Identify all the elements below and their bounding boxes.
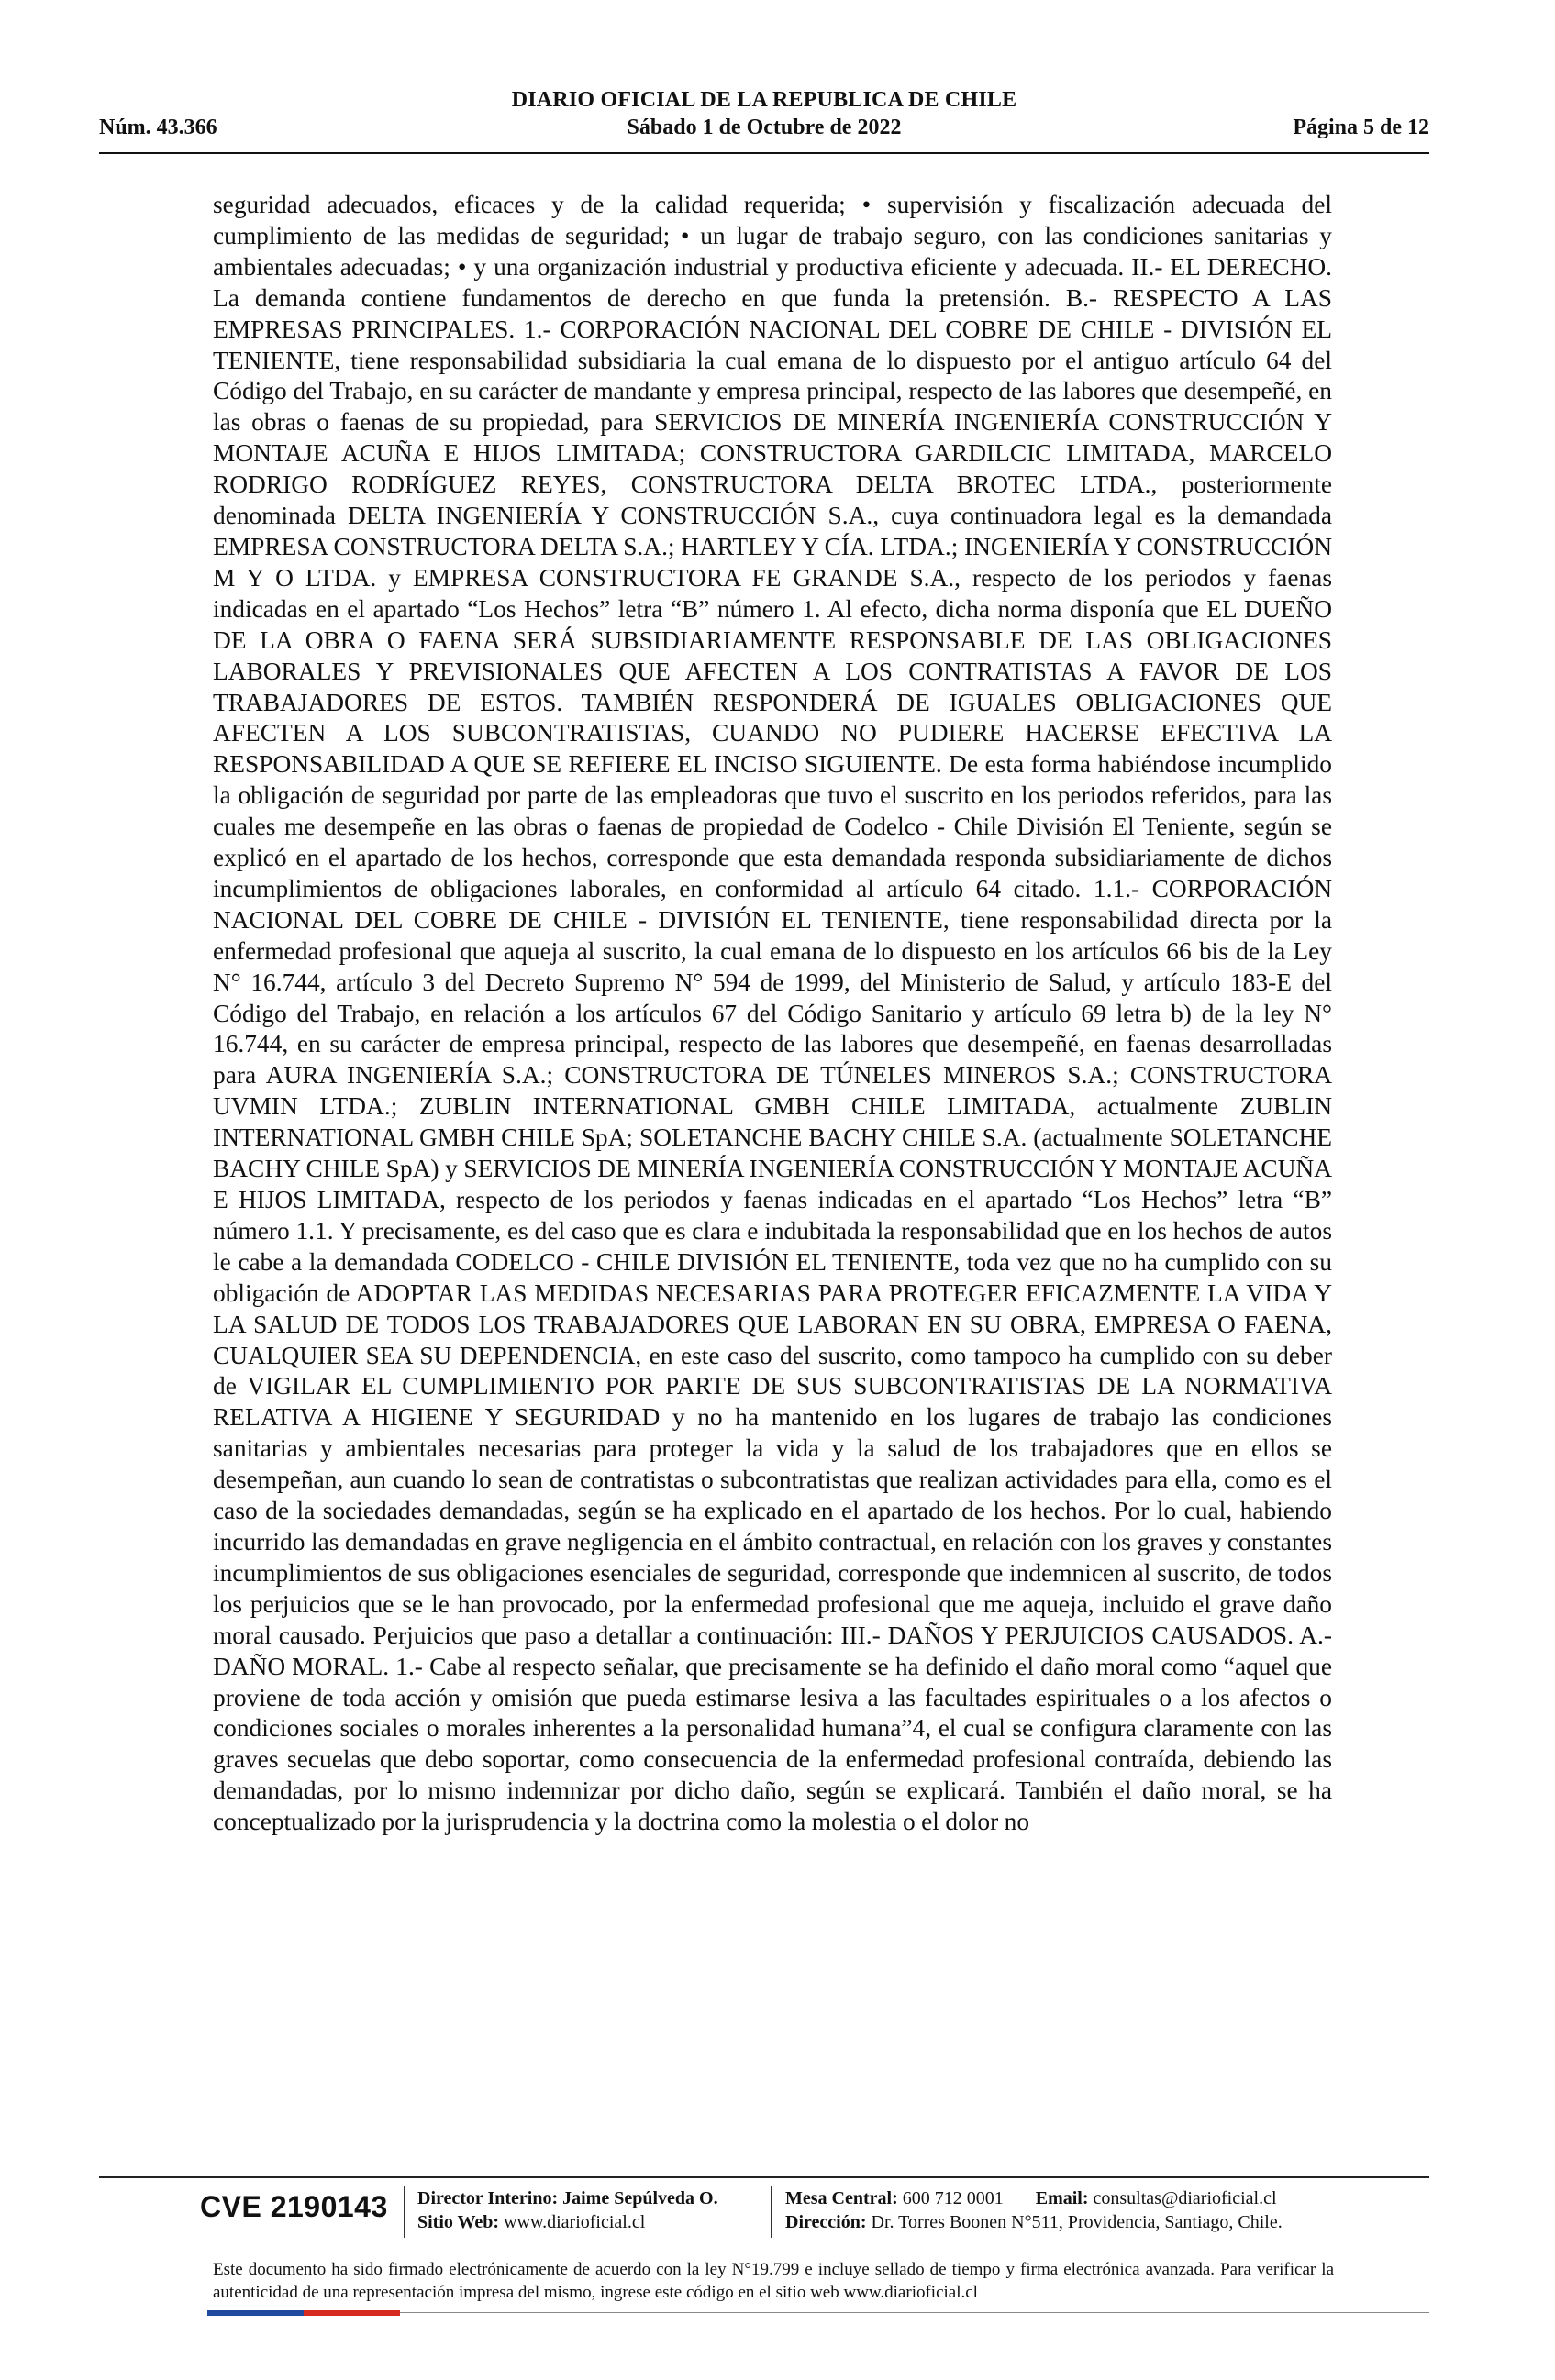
phone-label: Mesa Central: — [785, 2188, 898, 2208]
address-label: Dirección: — [785, 2212, 867, 2232]
website-line — [417, 2210, 645, 2234]
footer-separator — [771, 2186, 772, 2238]
footer-separator — [404, 2186, 405, 2238]
publication-date: Sábado 1 de Octubre de 2022 — [627, 116, 902, 139]
director-name: Jaime Sepúlveda O. — [562, 2188, 718, 2208]
contact-line — [785, 2186, 1277, 2210]
body-paragraph: seguridad adecuados, eficaces y de la calidad requerida; • supervisión y fiscalización adecuada del cumplimiento de las medidas de seguridad; • un lugar de trabajo seguro, con las condiciones sanitarias y ambientales adecuadas; • y una organización industrial y productiva eficiente y adecuada. II.- EL DERECHO. La demanda contiene fundamentos de derecho en que funda la pretensión. B.- RESPECTO A LAS EMPRESAS PRINCIPALES. 1.- CORPORACIÓN NACIONAL DEL COBRE DE CHILE - DIVISIÓN EL TENIENTE, tiene responsabilidad subsidiaria la cual emana de lo dispuesto por el antiguo artículo 64 del Código del Trabajo, en su carácter de mandante y empresa principal, respecto de las labores que desempeñé, en las obras o faenas de su propiedad, para SERVICIOS DE MINERÍA INGENIERÍA CONSTRUCCIÓN Y MONTAJE ACUÑA E HIJOS LIMITADA; CONSTRUCTORA GARDILCIC LIMITADA, MARCELO RODRIGO RODRÍGUEZ REYES, CONSTRUCTORA DELTA BROTEC LTDA., posteriormente denominada DELTA INGENIERÍA Y CONSTRUCCIÓN S.A., cuya continuadora legal es la demandada EMPRESA CONSTRUCTORA DELTA S.A.; HARTLEY Y CÍA. LTDA.; INGENIERÍA Y CONSTRUCCIÓN M Y O LTDA. y EMPRESA CONSTRUCTORA FE GRANDE S.A., respecto de los periodos y faenas indicadas en el apartado “Los Hechos” letra “B” número 1. Al efecto, dicha norma disponía que EL DUEÑO DE LA OBRA O FAENA SERÁ SUBSIDIARIAMENTE RESPONSABLE DE LAS OBLIGACIONES LABORALES Y PREVISIONALES QUE AFECTEN A LOS CONTRATISTAS A FAVOR DE LOS TRABAJADORES DE ESTOS. TAMBIÉN RESPONDERÁ DE IGUALES OBLIGACIONES QUE AFECTEN A LOS SUBCONTRATISTAS, CUANDO NO PUDIERE HACERSE EFECTIVA LA RESPONSABILIDAD A QUE SE REFIERE EL INCISO SIGUIENTE. De esta forma habiéndose incumplido la obligación de seguridad por parte de las empleadoras que tuvo el suscrito en los periodos referidos, para las cuales me desempeñe en las obras o faenas de propiedad de Codelco - Chile División El Teniente, según se explicó en el apartado de los hechos, corresponde que esta demandada responda subsidiariamente de dichos incumplimientos de obligaciones laborales, en conformidad al artículo 64 citado. 1.1.- CORPORACIÓN NACIONAL DEL COBRE DE CHILE - DIVISIÓN EL TENIENTE, tiene responsabilidad directa por la enfermedad profesional que aqueja al suscrito, la cual emana de lo dispuesto en los artículos 66 bis de la Ley N° 16.744, artículo 3 del Decreto Supremo N° 594 de 1999, del Ministerio de Salud, y artículo 183-E del Código del Trabajo, en relación a los artículos 67 del Código Sanitario y artículo 69 letra b) de la ley N° 16.744, en su carácter de empresa principal, respecto de las labores que desempeñé, en faenas desarrolladas para AURA INGENIERÍA S.A.; CONSTRUCTORA DE TÚNELES MINEROS S.A.; CONSTRUCTORA UVMIN LTDA.; ZUBLIN INTERNATIONAL GMBH CHILE LIMITADA, actualmente ZUBLIN INTERNATIONAL GMBH CHILE SpA; SOLETANCHE BACHY CHILE S.A. (actualmente SOLETANCHE BACHY CHILE SpA) y SERVICIOS DE MINERÍA INGENIERÍA CONSTRUCCIÓN Y MONTAJE ACUÑA E HIJOS LIMITADA, respecto de los periodos y faenas indicadas en el apartado “Los Hechos” letra “B” número 1.1. Y precisamente, es del caso que es clara e indubitada la responsabilidad que en los hechos de autos le cabe a la demandada CODELCO - CHILE DIVISIÓN EL TENIENTE, toda vez que no ha cumplido con su obligación de ADOPTAR LAS MEDIDAS NECESARIAS PARA PROTEGER EFICAZMENTE LA VIDA Y LA SALUD DE TODOS LOS TRABAJADORES QUE LABORAN EN SU OBRA, EMPRESA O FAENA, CUALQUIER SEA SU DEPENDENCIA, en este caso del suscrito, como tampoco ha cumplido con su deber de VIGILAR EL CUMPLIMIENTO POR PARTE DE SUS SUBCONTRATISTAS DE LA NORMATIVA RELATIVA A HIGIENE Y SEGURIDAD y no ha mantenido en los lugares de trabajo las condiciones sanitarias y ambientales necesarias para proteger la vida y la salud de los trabajadores que en ellos se desempeñan, aun cuando lo sean de contratistas o subcontratistas que realizan actividades para ella, como es el caso de la sociedades demandadas, según se ha explicado en el apartado de los hechos. Por lo cual, habiendo incurrido las demandadas en grave negligencia en el ámbito contractual, en relación con los graves y constantes incumplimientos de sus obligaciones esenciales de seguridad, corresponde que indemnicen al suscrito, de todos los perjuicios que se le han provocado, por la enfermedad profesional que me aqueja, incluido el grave daño moral causado. Perjuicios que paso a detallar a continuación: III.- DAÑOS Y PERJUICIOS CAUSADOS. A.- DAÑO MORAL. 1.- Cabe al respecto señalar, que precisamente se ha definido el daño moral como “aquel que proviene de toda acción y omisión que pueda estimarse lesiva a las facultades espirituales o a los afectos o condiciones sociales o morales inherentes a la personalidad humana”4, el cual se configura claramente con las graves secuelas que debo soportar, como consecuencia de la enfermedad profesional contraída, debiendo las demandadas, por lo mismo indemnizar por dicho daño, según se explicará. También el daño moral, se ha conceptualizado por la jurisprudencia y la doctrina como la molestia o el dolor no — [213, 191, 1332, 1836]
website-link[interactable]: www.diarioficial.cl — [504, 2212, 646, 2232]
header-divider — [99, 152, 1429, 154]
flag-stripe — [207, 2310, 400, 2316]
bottom-divider — [400, 2312, 1429, 2313]
email-label: Email: — [1035, 2188, 1089, 2208]
issue-number: Núm. 43.366 — [99, 116, 217, 139]
address-value: Dr. Torres Boonen N°511, Providencia, Santiago, Chile. — [871, 2212, 1283, 2232]
flag-blue-segment — [207, 2310, 304, 2316]
page-header — [99, 88, 1429, 152]
flag-red-segment — [304, 2310, 400, 2316]
address-line — [785, 2210, 1283, 2234]
page-number: Página 5 de 12 — [1293, 116, 1429, 139]
director-line — [417, 2186, 718, 2210]
publication-title: DIARIO OFICIAL DE LA REPUBLICA DE CHILE — [511, 88, 1017, 112]
director-label: Director Interino: — [417, 2188, 559, 2208]
legal-notice: Este documento ha sido firmado electrónicamente de acuerdo con la ley N°19.799 e incluye sellado de tiempo y firma electrónica avanzada. Para verificar la autenticidad de una representación impresa del mismo, ingrese este código en el sitio web www.diarioficial.cl — [213, 2260, 1334, 2302]
cve-code: CVE 2190143 — [200, 2190, 388, 2223]
email-link[interactable]: consultas@diarioficial.cl — [1093, 2188, 1277, 2208]
phone-value: 600 712 0001 — [902, 2188, 1004, 2208]
website-label: Sitio Web: — [417, 2212, 500, 2232]
footer-divider — [99, 2176, 1429, 2178]
